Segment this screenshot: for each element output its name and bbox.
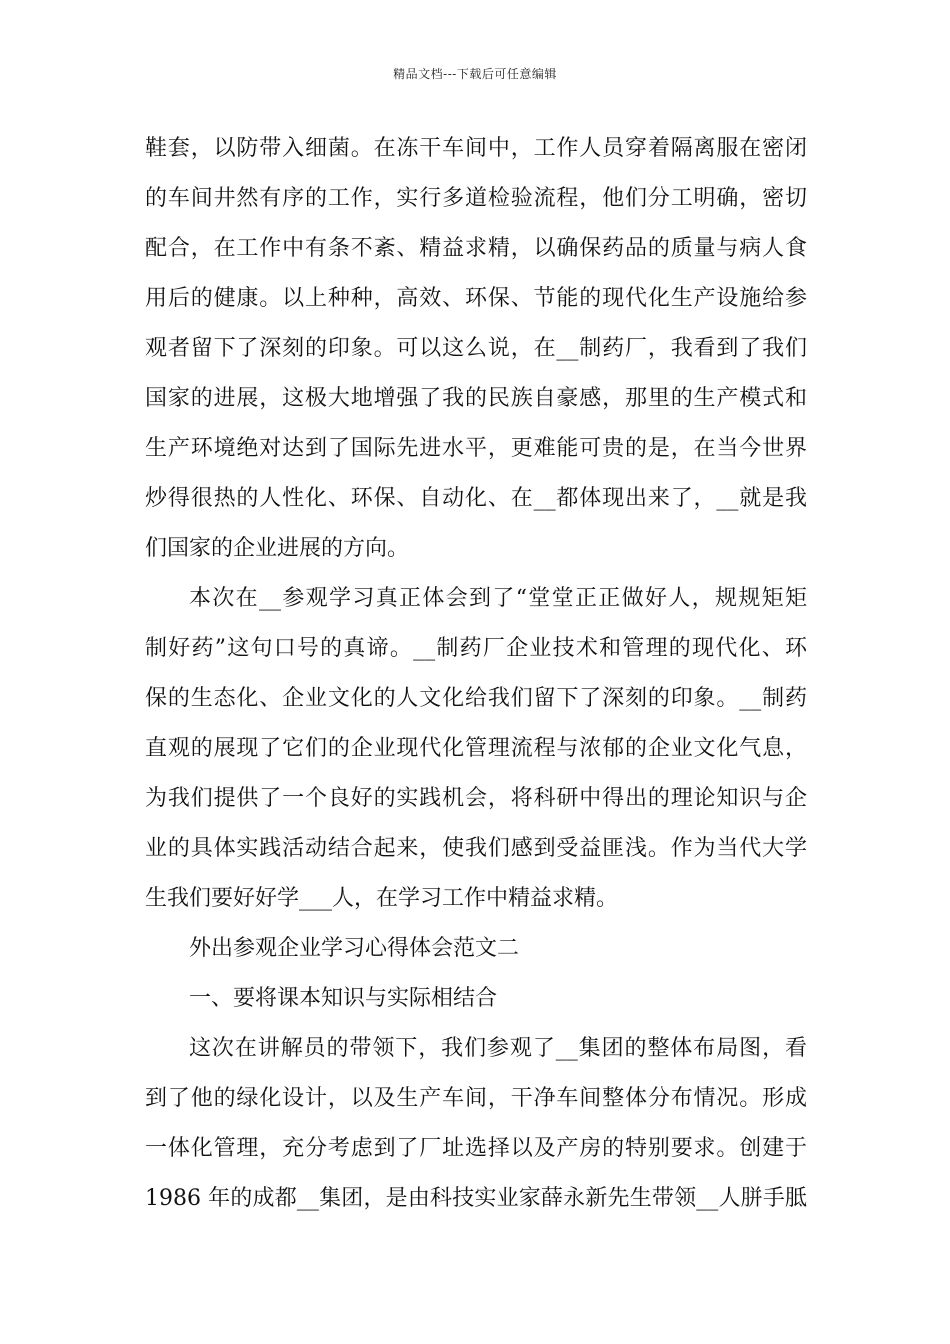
text-line: 炒得很热的人性化、环保、自动化、在__都体现出来了，__就是我: [145, 486, 807, 511]
text-line: 们国家的企业进展的方向。: [145, 536, 410, 561]
page-header: 精品文档---下载后可任意编辑: [393, 67, 557, 81]
text-line: 本次在__参观学习真正体会到了“堂堂正正做好人，规规矩矩: [189, 586, 807, 611]
text-line: 用后的健康。以上种种，高效、环保、节能的现代化生产设施给参: [145, 286, 807, 311]
text-line: 制好药”这句口号的真谛。__制药厂企业技术和管理的现代化、环: [145, 636, 807, 661]
text-line: 生我们要好好学___人，在学习工作中精益求精。: [145, 886, 619, 911]
text-line: 这次在讲解员的带领下，我们参观了__集团的整体布局图，看: [189, 1036, 807, 1061]
text-line: 国家的进展，这极大地增强了我的民族自豪感，那里的生产模式和: [145, 386, 807, 411]
text-line: 生产环境绝对达到了国际先进水平，更难能可贵的是，在当今世界: [145, 436, 807, 461]
text-line: 的车间井然有序的工作，实行多道检验流程，他们分工明确，密切: [145, 186, 807, 211]
section-title: 外出参观企业学习心得体会范文二: [189, 936, 520, 961]
text-line: 1986 年的成都__集团，是由科技实业家薛永新先生带领__人胼手胝: [145, 1186, 807, 1211]
text-line: 观者留下了深刻的印象。可以这么说，在__制药厂，我看到了我们: [145, 336, 807, 361]
subsection-title: 一、要将课本知识与实际相结合: [189, 986, 498, 1011]
text-line: 配合，在工作中有条不紊、精益求精，以确保药品的质量与病人食: [145, 236, 807, 261]
text-line: 鞋套，以防带入细菌。在冻干车间中，工作人员穿着隔离服在密闭: [145, 136, 807, 161]
document-body: [145, 124, 807, 1224]
text-line: 为我们提供了一个良好的实践机会，将科研中得出的理论知识与企: [145, 786, 807, 811]
text-line: 业的具体实践活动结合起来，使我们感到受益匪浅。作为当代大学: [145, 836, 807, 861]
text-line: 一体化管理，充分考虑到了厂址选择以及产房的特别要求。创建于: [145, 1136, 807, 1161]
text-line: 到了他的绿化设计，以及生产车间，干净车间整体分布情况。形成: [145, 1086, 807, 1111]
text-line: 直观的展现了它们的企业现代化管理流程与浓郁的企业文化气息，: [145, 736, 807, 761]
text-line: 保的生态化、企业文化的人文化给我们留下了深刻的印象。__制药: [145, 686, 807, 711]
